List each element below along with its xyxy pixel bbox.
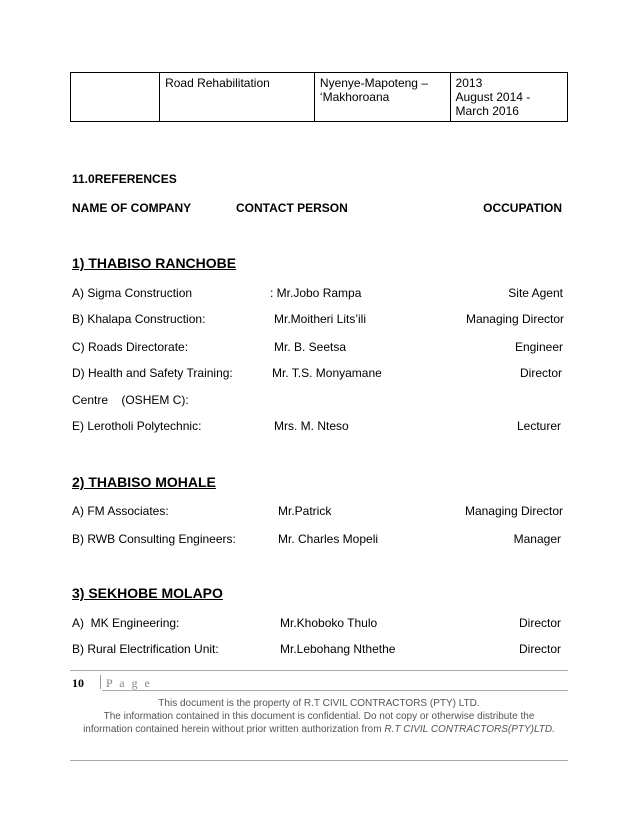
section-title-3: 3) SEKHOBE MOLAPO xyxy=(72,585,223,601)
occupation: Manager xyxy=(513,532,561,546)
footer-divider-bottom xyxy=(70,760,568,761)
project-cell-dates xyxy=(450,73,567,122)
contact-name: : Mr.Jobo Rampa xyxy=(270,286,362,300)
table-row xyxy=(71,73,568,122)
page-number-block xyxy=(72,676,84,691)
project-cell-name: Road Rehabilitation xyxy=(160,73,315,122)
section-title-2: 2) THABISO MOHALE xyxy=(72,474,216,490)
footer-divider-page xyxy=(102,690,568,691)
project-cell-location: Nyenye-Mapoteng – ‘Makhoroana xyxy=(314,73,450,122)
contact-name: Mr.Khoboko Thulo xyxy=(280,616,378,630)
page-number: 10 xyxy=(72,676,84,690)
disclaimer-line-2: The information contained in this document is confidential. Do not copy or otherwise distribute the xyxy=(103,711,535,722)
company-name: B) RWB Consulting Engineers: xyxy=(72,532,236,546)
contact-name: Mrs. M. Nteso xyxy=(274,419,349,433)
project-year: 2013 xyxy=(455,76,483,90)
page-number-separator xyxy=(100,675,101,689)
occupation: Managing Director xyxy=(464,504,563,518)
disclaimer-line-3-text: information contained herein without prior written authorization from xyxy=(83,724,382,735)
contact-name: Mr.Lebohang Nthethe xyxy=(280,642,396,656)
contact-name: Mr. B. Seetsa xyxy=(274,340,347,354)
company-name-continued: Centre (OSHEM C): xyxy=(72,393,189,407)
company-name: B) Rural Electrification Unit: xyxy=(72,642,219,656)
col-header-occupation: OCCUPATION xyxy=(483,201,562,215)
references-heading: 11.0REFERENCES xyxy=(72,172,177,186)
occupation: Director xyxy=(519,366,562,380)
company-name: A) Sigma Construction xyxy=(72,286,193,300)
occupation: Lecturer xyxy=(516,419,561,433)
company-name: B) Khalapa Construction: xyxy=(72,312,206,326)
disclaimer-line-3 xyxy=(70,723,568,736)
contact-name: Mr.Moitheri Lits’ili xyxy=(274,312,367,326)
section-title-1: 1) THABISO RANCHOBE xyxy=(72,255,237,271)
contact-name: Mr. Charles Mopeli xyxy=(278,532,379,546)
col-header-company: NAME OF COMPANY xyxy=(72,201,192,215)
disclaimer-line-1: This document is the property of R.T CIVIL CONTRACTORS (PTY) LTD. xyxy=(158,698,480,709)
project-end: March 2016 xyxy=(455,104,519,118)
footer-divider-top xyxy=(70,670,568,671)
project-start: August 2014 - xyxy=(455,90,531,104)
project-table xyxy=(70,72,568,122)
contact-name: Mr.Patrick xyxy=(278,504,332,518)
occupation: Site Agent xyxy=(508,286,563,300)
occupation: Engineer xyxy=(514,340,563,354)
company-name: A) FM Associates: xyxy=(72,504,169,518)
company-name: D) Health and Safety Training: xyxy=(72,366,233,380)
occupation: Director xyxy=(518,616,561,630)
occupation: Director xyxy=(518,642,561,656)
company-name: E) Lerotholi Polytechnic: xyxy=(72,419,202,433)
occupation: Managing Director xyxy=(465,312,564,326)
company-name: C) Roads Directorate: xyxy=(72,340,189,354)
col-header-contact: CONTACT PERSON xyxy=(236,201,348,215)
confidentiality-notice xyxy=(70,697,568,736)
company-name: A) MK Engineering: xyxy=(72,616,180,630)
company-name-italic: R.T CIVIL CONTRACTORS(PTY)LTD. xyxy=(384,724,555,735)
project-cell-blank xyxy=(71,73,160,122)
contact-name: Mr. T.S. Monyamane xyxy=(272,366,382,380)
page-label: P a g e xyxy=(106,676,152,690)
